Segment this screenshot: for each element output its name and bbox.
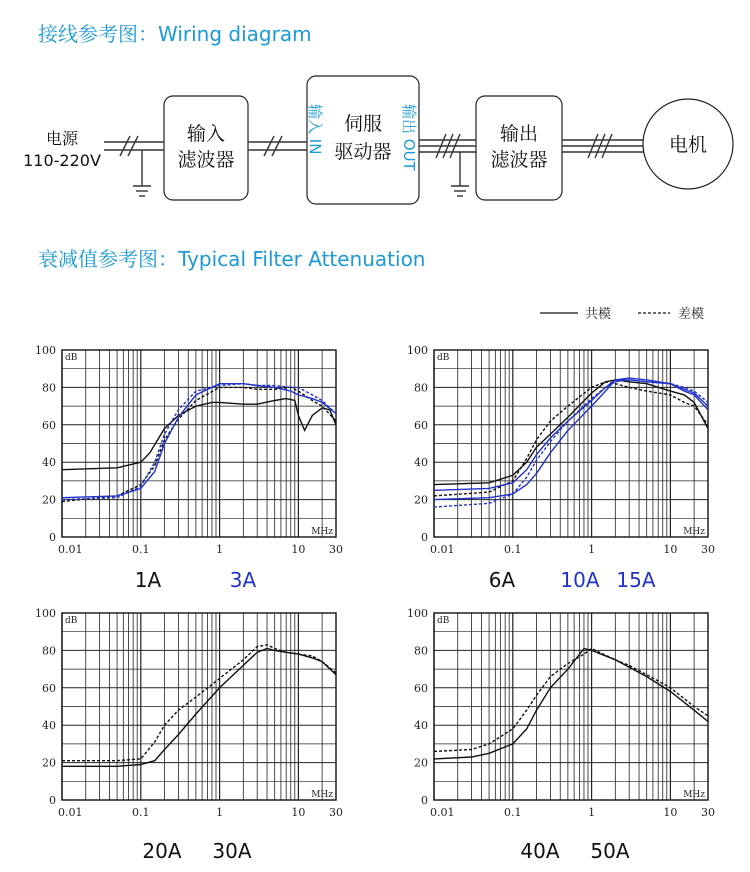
output-filter-label-2: 滤波器 [490,149,548,171]
chart-caption: 30A [212,839,252,863]
y-unit-label: dB [437,353,450,363]
attenuation-chart-3 [35,607,343,863]
y-tick-label: 60 [414,681,428,695]
x-tick-label: 1 [216,806,224,819]
x-unit-label: MHz [683,527,705,537]
x-tick-label: 0.01 [58,806,83,819]
y-tick-label: 0 [49,531,56,544]
chart-caption: 40A [520,839,560,863]
y-tick-label: 80 [414,644,428,658]
input-filter-label-1: 输入 [186,123,226,145]
x-tick-label: 0.1 [504,543,522,556]
x-unit-label: MHz [311,790,333,800]
x-unit-label: MHz [311,527,333,537]
y-unit-label: dB [65,616,78,626]
wire-power-input [104,136,164,196]
y-tick-label: 20 [42,493,56,507]
legend-solid-label: 共模 [585,307,612,322]
attenuation-chart-1 [35,344,343,592]
chart-caption: 3A [229,568,257,592]
voltage-label: 110-220V [23,151,101,170]
legend-dashed-label: 差模 [678,307,705,322]
x-tick-label: 10 [291,806,306,819]
x-tick-label: 30 [701,543,715,556]
x-tick-label: 10 [291,543,306,556]
y-tick-label: 80 [414,381,428,395]
y-tick-label: 0 [421,531,428,544]
y-unit-label: dB [437,616,450,626]
servo-driver-label-2: 驱动器 [334,141,392,163]
y-tick-label: 40 [414,719,428,733]
y-tick-label: 0 [421,794,428,807]
output-filter-label-1: 输出 [499,123,539,145]
servo-out-label: 输出 OUT [400,104,418,171]
wiring-diagram-title: 接线参考图：Wiring diagram [38,22,312,46]
y-tick-label: 40 [42,719,56,733]
y-tick-label: 20 [42,756,56,770]
input-filter-box [164,96,248,200]
servo-driver-label-1: 伺服 [343,113,383,135]
attenuation-title: 衰减值参考图：Typical Filter Attenuation [38,247,426,271]
y-tick-label: 20 [414,756,428,770]
y-tick-label: 80 [42,381,56,395]
chart-caption: 1A [134,568,162,592]
y-tick-label: 80 [42,644,56,658]
x-tick-label: 0.1 [132,543,150,556]
chart-caption: 10A [560,568,600,592]
chart-caption: 6A [488,568,516,592]
x-tick-label: 30 [329,806,343,819]
motor-label: 电机 [668,134,708,156]
x-tick-label: 1 [588,543,596,556]
wire-input-servo [248,136,307,156]
x-tick-label: 10 [663,806,678,819]
x-tick-label: 0.1 [504,806,522,819]
chart-caption: 20A [142,839,182,863]
y-unit-label: dB [65,353,78,363]
x-tick-label: 0.01 [430,806,455,819]
attenuation-chart-4 [407,607,715,863]
x-tick-label: 1 [216,543,224,556]
y-tick-label: 40 [42,456,56,470]
x-tick-label: 0.01 [430,543,455,556]
y-tick-label: 60 [42,681,56,695]
x-tick-label: 1 [588,806,596,819]
y-tick-label: 100 [35,344,56,357]
servo-in-label: 输入 IN [306,104,324,155]
y-tick-label: 60 [42,418,56,432]
y-tick-label: 100 [407,607,428,620]
power-label: 电源 [45,129,79,148]
y-tick-label: 20 [414,493,428,507]
attenuation-chart-2 [407,344,715,592]
y-tick-label: 0 [49,794,56,807]
y-tick-label: 60 [414,418,428,432]
output-filter-box [476,96,562,200]
x-tick-label: 10 [663,543,678,556]
x-tick-label: 30 [701,806,715,819]
legend [540,306,704,322]
y-tick-label: 40 [414,456,428,470]
x-tick-label: 30 [329,543,343,556]
chart-caption: 50A [590,839,630,863]
y-tick-label: 100 [407,344,428,357]
x-unit-label: MHz [683,790,705,800]
x-tick-label: 0.01 [58,543,83,556]
input-filter-label-2: 滤波器 [177,149,235,171]
chart-caption: 15A [616,568,656,592]
x-tick-label: 0.1 [132,806,150,819]
y-tick-label: 100 [35,607,56,620]
attenuation-charts [0,290,750,872]
wire-output-motor [562,134,644,158]
wiring-diagram [0,60,750,220]
wire-servo-output [419,134,476,196]
